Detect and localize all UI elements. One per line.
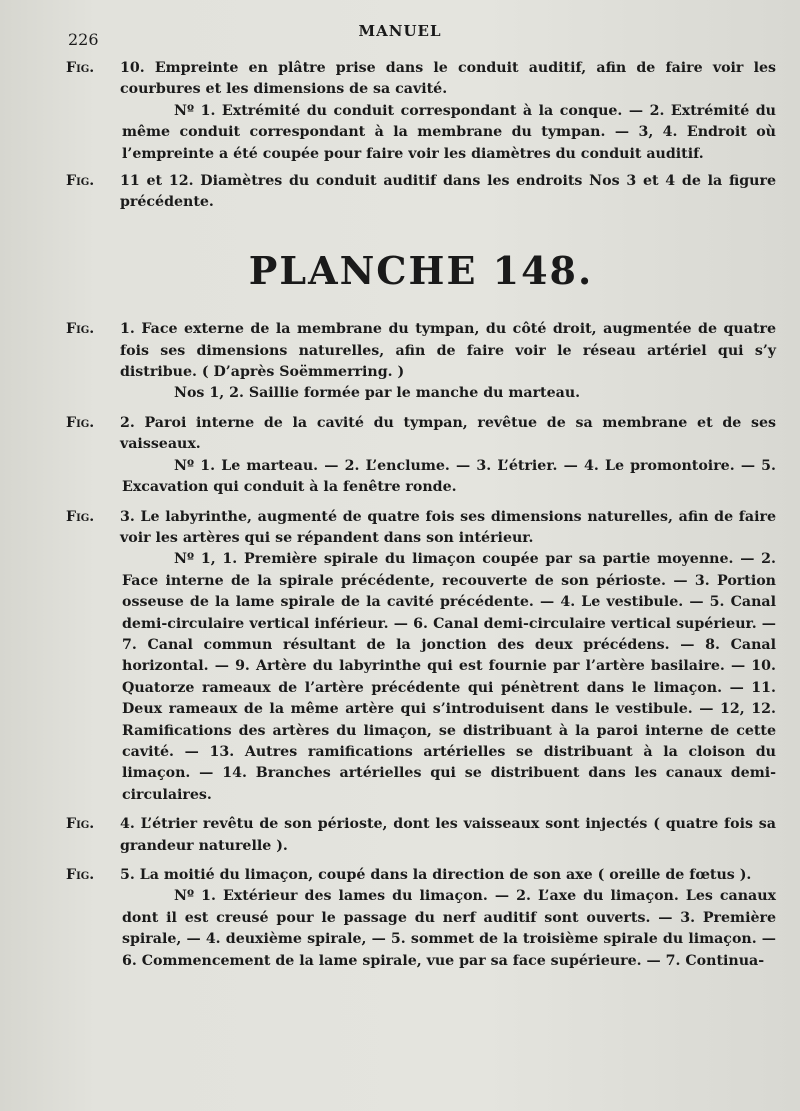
figure-label: Fig. — [66, 321, 95, 338]
figure-caption: 11 et 12. Diamètres du conduit auditif dans les endroits Nos 3 et 4 de la figure précédente. — [120, 173, 776, 211]
figure-label: Fig. — [66, 508, 95, 525]
figure-legend: Nº 1. Le marteau. — 2. L’enclume. — 3. L’étrier. — 4. Le promontoire. — 5. Excavation qui conduit à la fenêtre ronde. — [122, 457, 776, 496]
figure-caption: 5. La moitié du limaçon, coupé dans la direction de son axe ( oreille de fœtus ). — [120, 867, 752, 883]
figure-legend: Nº 1, 1. Première spirale du limaçon coupée par sa partie moyenne. — 2. Face interne de la spirale précédente, recouverte de son périoste. — 3. Portion osseuse de la lame spirale de la cavité précédente. — 4. Le vestibule. — 5. Canal demi-circulaire vertical inférieur. — 6. Canal demi-circulaire vertical supérieur. — 7. Canal commun résultant de la jonction des deux précédens. — 8. Canal horizontal. — 9. Artère du labyrinthe qui est fournie par l’artère basilaire. — 10. Quatorze rameaux de l’artère précédente qui pénètrent dans le limaçon. — 11. Deux rameaux de la même artère qui s’introduisent dans le vestibule. — 12, 12. Ramifications des artères du limaçon, se distribuant à la paroi interne de cette cavité. — 13. Autres ramifications artérielles se distribuant à la cloison du limaçon. — 14. Branches artérielles qui se distribuent dans les canaux demi-circulaires. — [122, 551, 776, 803]
figure-legend: Nº 1. Extrémité du conduit correspondant à la conque. — 2. Extrémité du même conduit correspondant à la membrane du tympan. — 3, 4. Endroit où l’empreinte a été coupée pour faire voir les diamètres du conduit auditif. — [122, 102, 776, 162]
figure-label: Fig. — [66, 173, 95, 190]
figure-entry — [66, 171, 776, 214]
figure-label: Fig. — [66, 816, 95, 833]
figure-entry — [66, 865, 776, 972]
figure-label: Fig. — [66, 60, 95, 76]
figure-caption: 2. Paroi interne de la cavité du tympan, revêtue de sa membrane et de ses vaisseaux. — [120, 414, 776, 453]
figure-label: Fig. — [66, 867, 95, 883]
figure-entry — [66, 413, 776, 499]
figure-entry — [66, 58, 776, 165]
figure-legend: Nº 1. Extérieur des lames du limaçon. — 2. L’axe du limaçon. Les canaux dont il est creusé pour le passage du nerf auditif sont ouverts. — 3. Première spirale, — 4. deuxième spirale, — 5. sommet de la troisième spirale du limaçon. — 6. Commencement de la lame spirale, vue par sa face supérieure. — 7. Continua- — [122, 888, 776, 969]
page-number: 226 — [68, 30, 99, 49]
figure-caption: 1. Face externe de la membrane du tympan, du côté droit, augmentée de quatre fois ses dimensions naturelles, afin de faire voir le réseau artériel qui s’y distribue. ( D’après Soëmmerring. ) — [120, 321, 776, 381]
page-content — [66, 58, 776, 972]
figure-entry — [66, 507, 776, 807]
running-head: MANUEL — [358, 22, 442, 40]
planche-title: PLANCHE 148. — [248, 247, 594, 293]
figure-entry — [66, 319, 776, 405]
figure-caption: 3. Le labyrinthe, augmenté de quatre fois ses dimensions naturelles, afin de faire voir les artères qui se répandent dans son intérieur. — [120, 508, 776, 546]
figure-legend: Nos 1, 2. Saillie formée par le manche du marteau. — [174, 385, 581, 402]
figure-label: Fig. — [66, 414, 95, 431]
figure-caption: 10. Empreinte en plâtre prise dans le conduit auditif, afin de faire voir les courbures et les dimensions de sa cavité. — [120, 60, 776, 98]
figure-caption: 4. L’étrier revêtu de son périoste, dont les vaisseaux sont injectés ( quatre fois sa grandeur naturelle ). — [120, 816, 776, 854]
figure-entry — [66, 814, 776, 857]
